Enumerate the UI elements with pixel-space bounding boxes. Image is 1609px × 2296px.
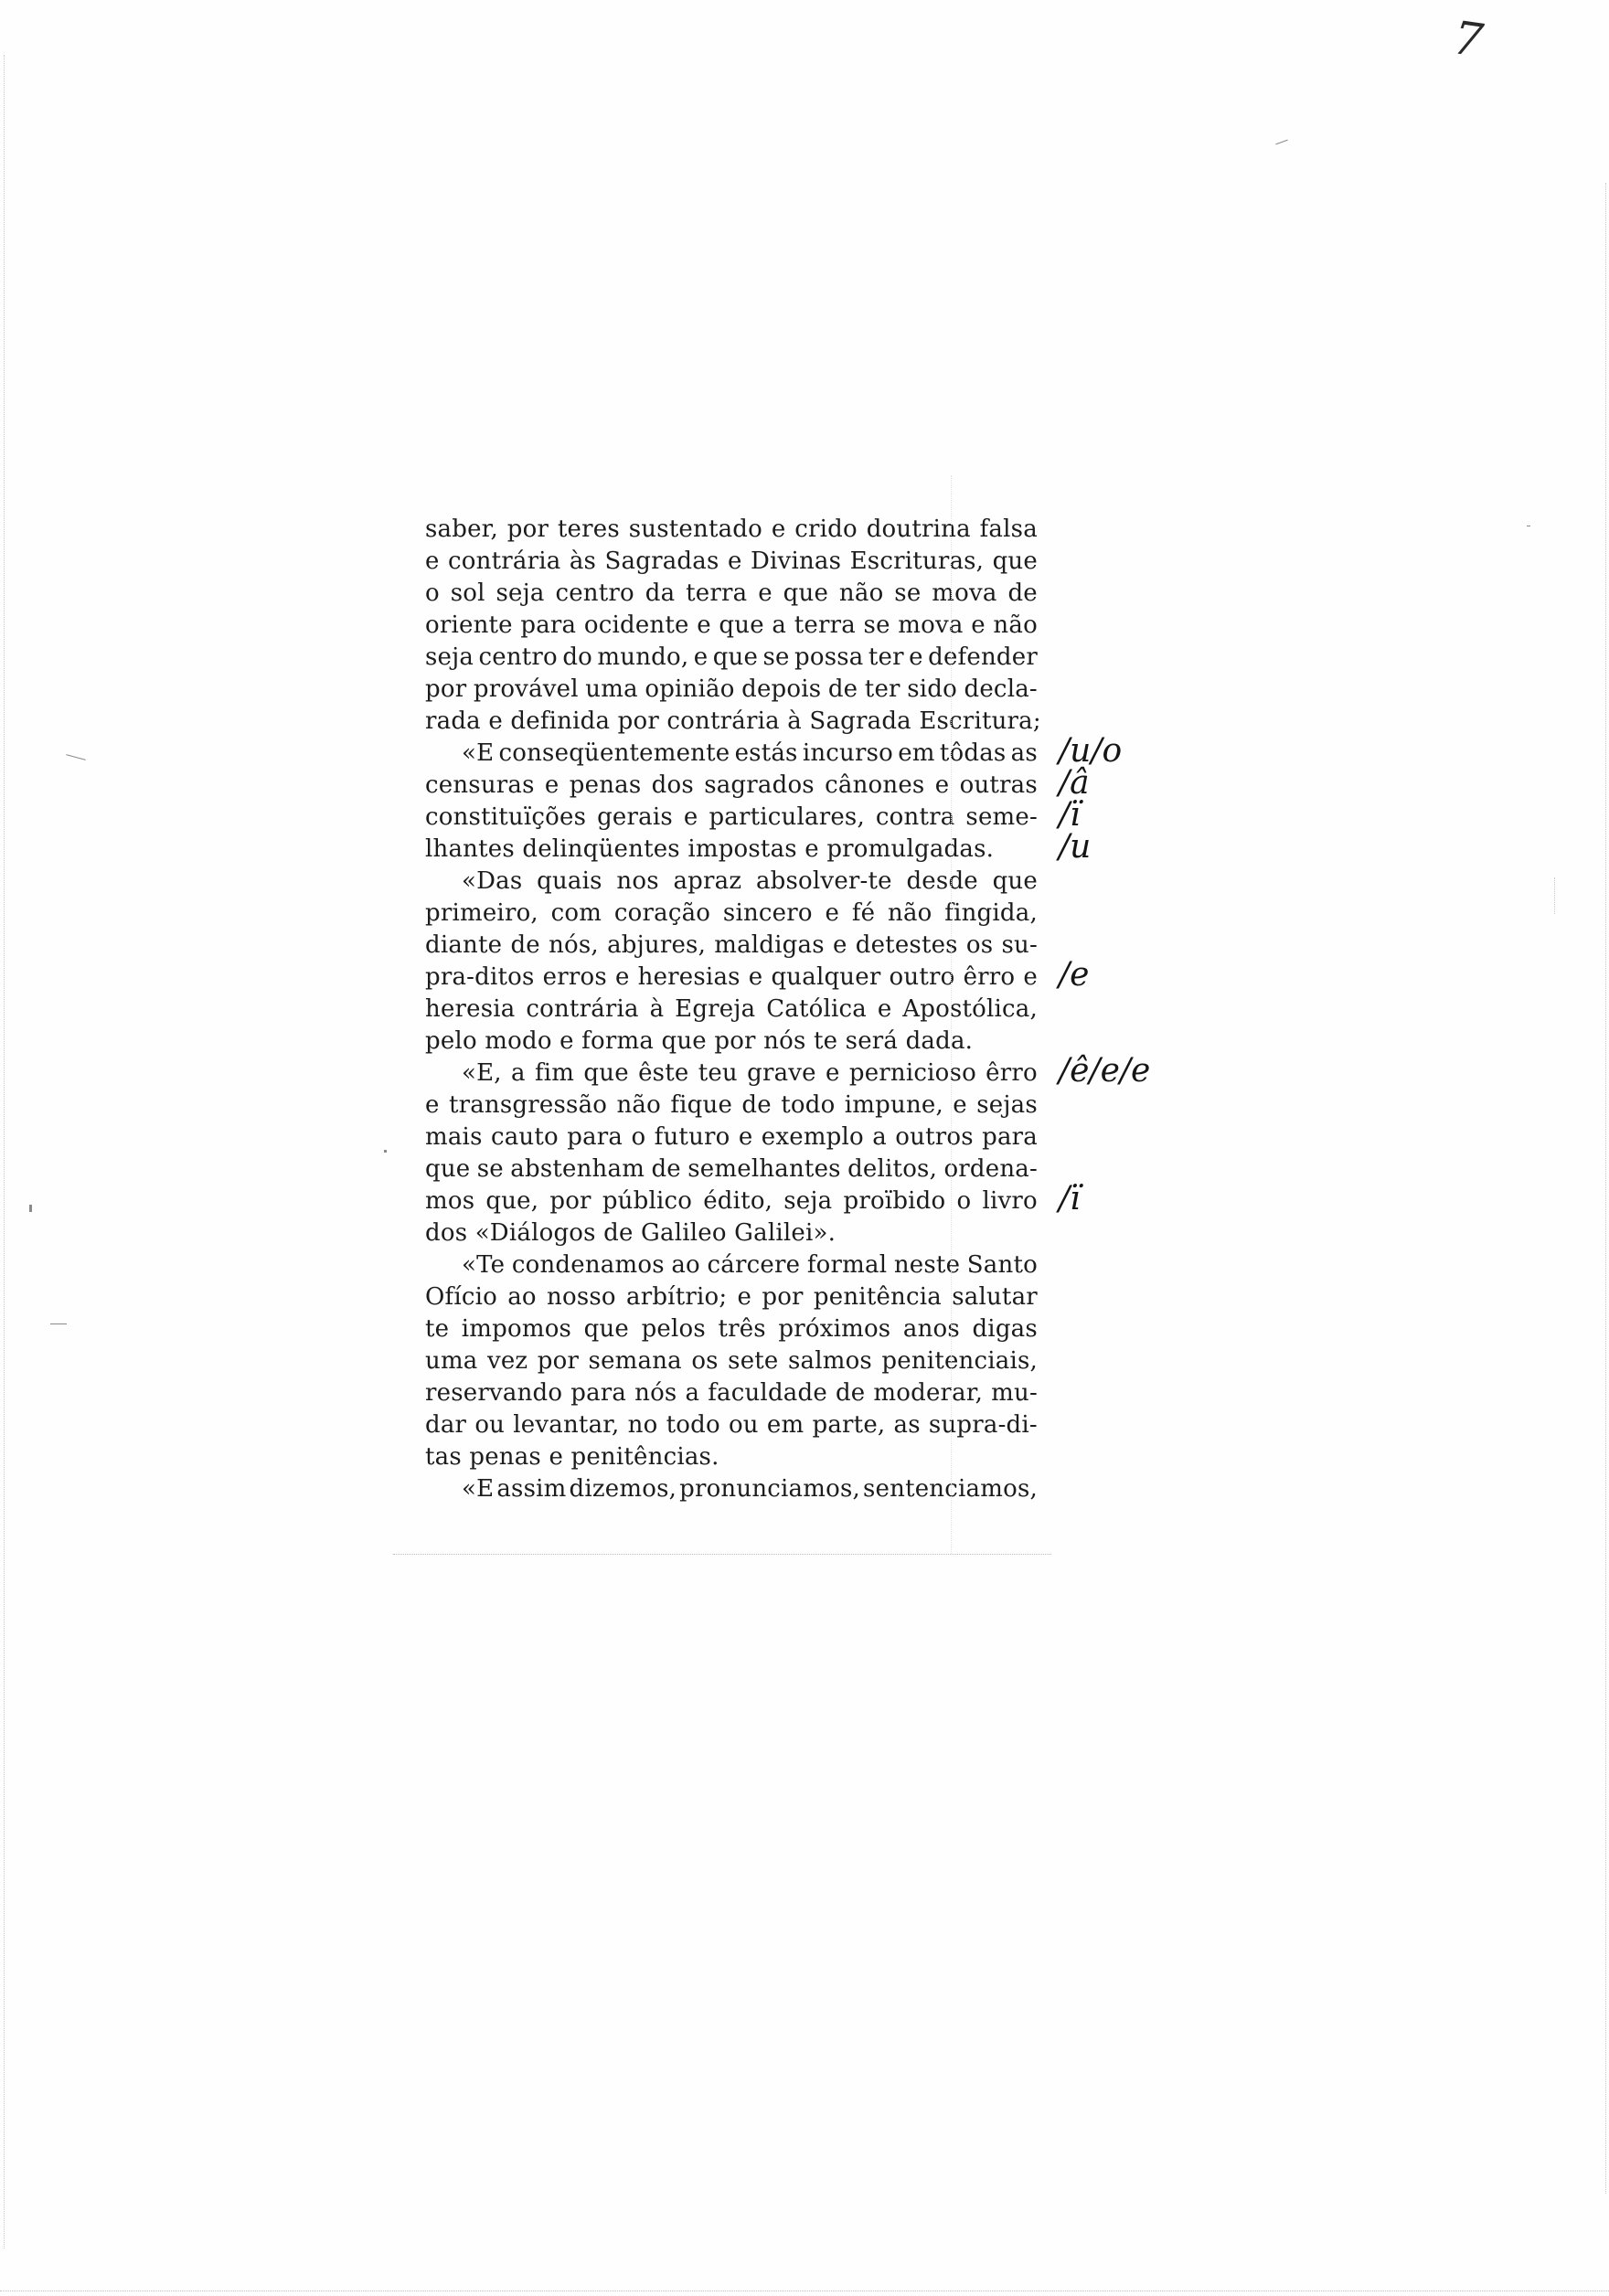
text-line: oriente para ocidente e que a terra se mova e não — [425, 611, 1038, 639]
scan-edge-dots — [1554, 877, 1555, 914]
body-text — [425, 514, 1041, 1505]
text-line: o sol seja centro da terra e que não se mova de — [425, 579, 1038, 607]
text-line: saber, por teres sustentado e crido doutrina falsa — [425, 516, 1038, 543]
scan-speck — [1275, 140, 1287, 145]
margin-mark: /ï — [1059, 796, 1081, 834]
text-line: mos que, por público édito, seja proïbido o livro — [425, 1187, 1038, 1215]
text-line: pelo modo e forma que por nós te será dada. — [425, 1027, 974, 1055]
scan-speck — [384, 1150, 387, 1153]
text-line: reservando para nós a faculdade de moderar, mu- — [425, 1379, 1038, 1407]
text-line: tas penas e penitências. — [425, 1443, 719, 1471]
text-line: dos «Diálogos de Galileo Galilei». — [425, 1219, 836, 1247]
margin-mark: /u/o — [1059, 732, 1123, 770]
text-line: heresia contrária à Egreja Católica e Apostólica, — [425, 995, 1038, 1023]
text-line: diante de nós, abjures, maldigas e detestes os su- — [425, 931, 1038, 959]
scan-faint-rule — [393, 1554, 1051, 1555]
text-line: «E conseqüentemente estás incurso em tôdas as — [462, 739, 1038, 767]
margin-mark: /â — [1059, 764, 1090, 802]
scan-edge-dots — [951, 475, 952, 1554]
text-line: por provável uma opinião depois de ter sido decla- — [425, 675, 1038, 703]
text-line: te impomos que pelos três próximos anos digas — [425, 1315, 1038, 1343]
scan-speck — [29, 1205, 32, 1212]
page-number: 7 — [1450, 11, 1486, 68]
text-line: «Das quais nos apraz absolver-te desde que — [462, 867, 1038, 895]
text-line: dar ou levantar, no todo ou em parte, as supra-di- — [425, 1411, 1038, 1439]
margin-mark: /ï — [1059, 1180, 1081, 1217]
text-line: primeiro, com coração sincero e fé não fingida, — [425, 899, 1038, 927]
text-line: rada e definida por contrária à Sagrada Escritura; — [425, 707, 1041, 735]
margin-correction-marks — [1059, 0, 1187, 2296]
margin-mark: /e — [1059, 956, 1090, 994]
scan-edge-dots — [4, 55, 5, 2248]
text-line: «Te condenamos ao cárcere formal neste Santo — [462, 1251, 1038, 1279]
text-line: «E, a fim que êste teu grave e pernicioso êrro — [462, 1059, 1038, 1087]
text-line: mais cauto para o futuro e exemplo a outros para — [425, 1123, 1038, 1151]
text-line: e contrária às Sagradas e Divinas Escrituras, que — [425, 547, 1038, 575]
scan-edge-dots — [1605, 183, 1606, 2194]
text-line: censuras e penas dos sagrados cânones e outras — [425, 771, 1038, 799]
text-line: e transgressão não fique de todo impune, e sejas — [425, 1091, 1038, 1119]
margin-mark: /ê/e/e — [1059, 1052, 1151, 1090]
text-line: lhantes delinqüentes impostas e promulgadas. — [425, 835, 995, 863]
text-line: que se abstenham de semelhantes delitos, ordena- — [425, 1155, 1038, 1183]
text-line: «E assim dizemos, pronunciamos, sentenciamos, — [462, 1475, 1038, 1503]
scan-speck — [50, 1323, 67, 1324]
text-line: seja centro do mundo, e que se possa ter e defender — [425, 643, 1038, 671]
scan-speck — [66, 754, 86, 760]
margin-mark: /u — [1059, 828, 1092, 866]
text-line: pra-ditos erros e heresias e qualquer outro êrro e — [425, 963, 1038, 991]
text-line: Ofício ao nosso arbítrio; e por penitência salutar — [425, 1283, 1038, 1311]
text-line: uma vez por semana os sete salmos penitenciais, — [425, 1347, 1038, 1375]
text-line: constituïções gerais e particulares, contra seme- — [425, 803, 1038, 831]
